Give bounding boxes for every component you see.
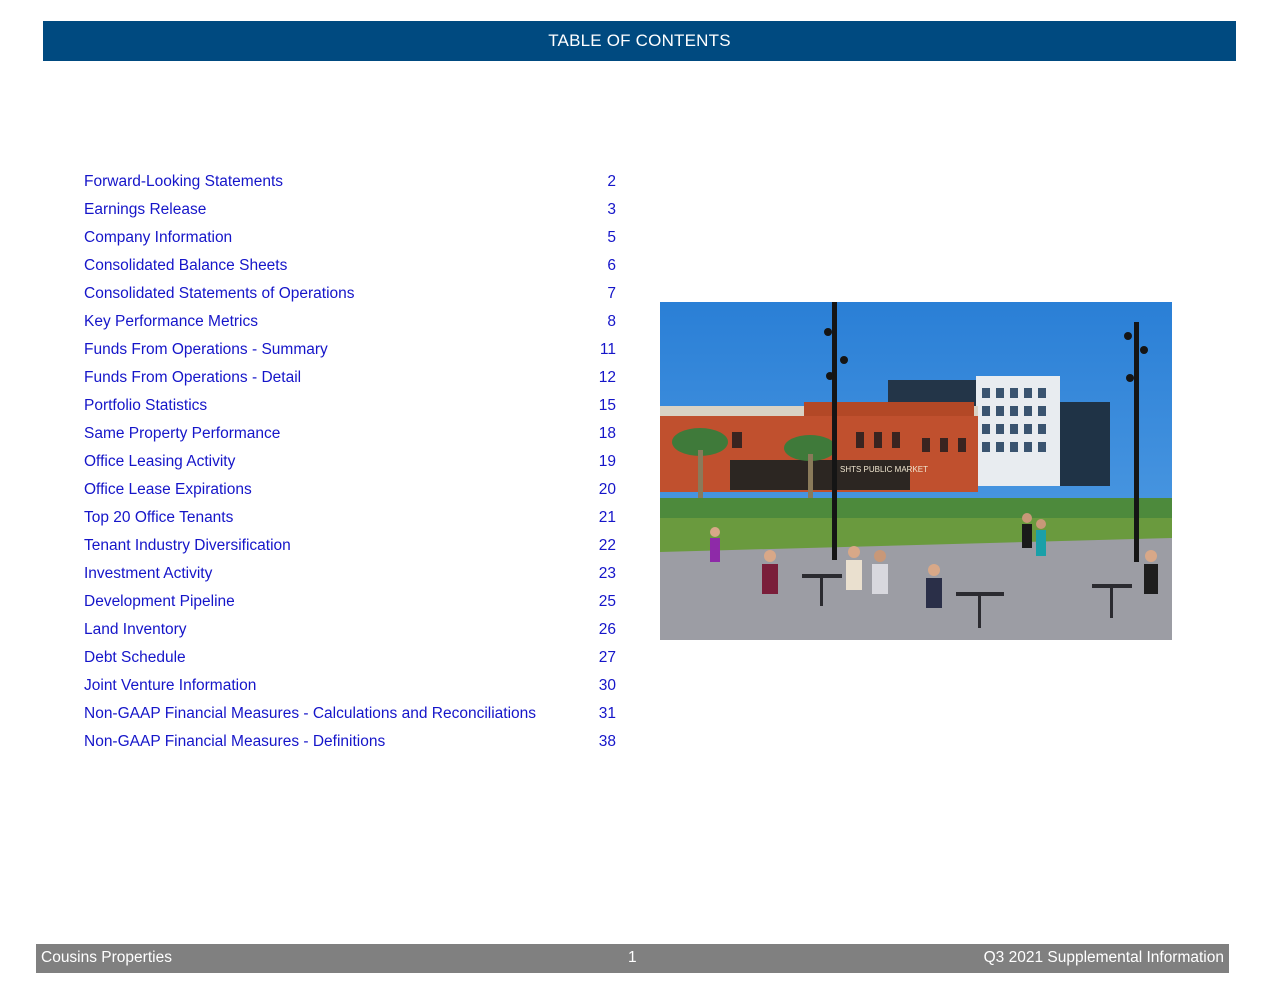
footer-page-number: 1 [628,949,637,966]
toc-item[interactable] [84,168,616,196]
table-of-contents [84,168,616,756]
toc-item-page: 6 [607,257,616,274]
toc-item[interactable] [84,420,616,448]
header-bar [43,21,1236,61]
toc-item-page: 21 [598,509,616,526]
footer-report-title: Q3 2021 Supplemental Information [983,949,1224,966]
toc-item-page: 5 [607,229,616,246]
toc-item[interactable] [84,392,616,420]
toc-item-title: Non-GAAP Financial Measures - Definitions [84,733,386,750]
toc-item-title: Non-GAAP Financial Measures - Calculations and Reconciliations [84,705,537,722]
toc-item[interactable] [84,308,616,336]
toc-item-page: 20 [598,481,616,498]
toc-item-title: Debt Schedule [84,649,186,666]
toc-item[interactable] [84,616,616,644]
toc-item-title: Forward-Looking Statements [84,173,284,190]
toc-item-title: Funds From Operations - Summary [84,341,328,358]
toc-item-title: Joint Venture Information [84,677,257,694]
toc-item[interactable] [84,196,616,224]
toc-item-title: Same Property Performance [84,425,281,442]
toc-item[interactable] [84,588,616,616]
toc-item-title: Tenant Industry Diversification [84,537,291,554]
page-footer [36,944,1229,973]
toc-item-title: Office Lease Expirations [84,481,252,498]
toc-item[interactable] [84,504,616,532]
toc-item-page: 7 [607,285,616,302]
toc-item-title: Company Information [84,229,233,246]
plaza-illustration [660,302,1172,640]
toc-item[interactable] [84,448,616,476]
toc-item-page: 23 [598,565,616,582]
page-title: TABLE OF CONTENTS [548,31,731,50]
toc-item[interactable] [84,672,616,700]
toc-item-title: Land Inventory [84,621,187,638]
toc-item[interactable] [84,280,616,308]
toc-item[interactable] [84,336,616,364]
market-sign: SHTS PUBLIC MARKET [840,465,929,474]
toc-item-title: Investment Activity [84,565,213,582]
toc-item-page: 3 [607,201,616,218]
toc-item-title: Key Performance Metrics [84,313,258,330]
toc-item-page: 12 [598,369,616,386]
toc-item-title: Portfolio Statistics [84,397,208,414]
toc-item[interactable] [84,364,616,392]
toc-item-page: 19 [598,453,616,470]
toc-item-page: 22 [598,537,616,554]
toc-item[interactable] [84,728,616,756]
toc-item-page: 25 [598,593,616,610]
toc-item[interactable] [84,700,616,728]
toc-item-title: Development Pipeline [84,593,235,610]
toc-item[interactable] [84,252,616,280]
toc-item-title: Top 20 Office Tenants [84,509,234,526]
footer-company: Cousins Properties [41,949,172,966]
toc-item[interactable] [84,224,616,252]
toc-item-title: Funds From Operations - Detail [84,369,302,386]
toc-item[interactable] [84,644,616,672]
toc-item[interactable] [84,532,616,560]
toc-item-page: 18 [598,425,616,442]
plaza-photo [660,302,1172,640]
toc-item[interactable] [84,560,616,588]
toc-item-title: Office Leasing Activity [84,453,236,470]
toc-item-title: Earnings Release [84,201,207,218]
toc-item-page: 26 [598,621,616,638]
toc-item-page: 38 [598,733,616,750]
toc-item-page: 15 [598,397,616,414]
toc-item-page: 30 [598,677,616,694]
toc-item-page: 8 [607,313,616,330]
toc-item-page: 11 [599,341,616,358]
toc-item-title: Consolidated Statements of Operations [84,285,355,302]
toc-item-page: 27 [598,649,616,666]
toc-item[interactable] [84,476,616,504]
toc-item-page: 31 [598,705,616,722]
toc-item-page: 2 [607,173,616,190]
toc-item-title: Consolidated Balance Sheets [84,257,288,274]
